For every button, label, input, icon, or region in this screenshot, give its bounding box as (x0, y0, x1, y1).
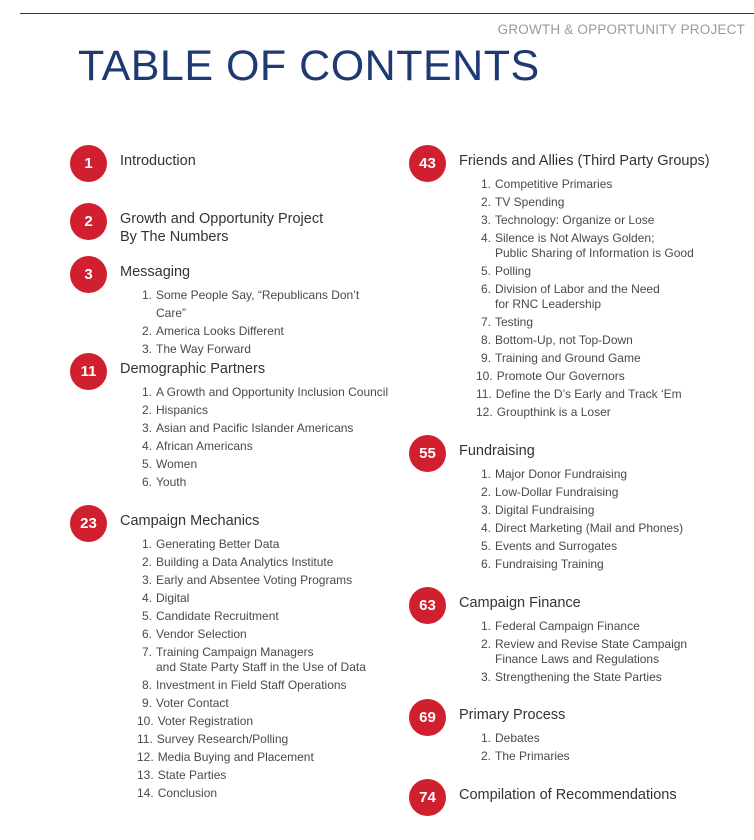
subsection-item (476, 617, 687, 635)
subsection-label: Training Campaign Managers and State Party Staff in the Use of Data (156, 645, 366, 674)
subsection-number: 7. (480, 315, 491, 329)
subsection-item (476, 555, 683, 573)
subsection-item (476, 519, 683, 537)
subsection-number: 1. (480, 467, 491, 481)
subsection-label: Debates (495, 731, 540, 745)
subsection-item (137, 676, 366, 694)
document-header-label: GROWTH & OPPORTUNITY PROJECT (497, 22, 745, 37)
subsection-number: 3. (480, 213, 491, 227)
subsection-label: Strengthening the State Parties (495, 670, 662, 684)
subsection-number: 12. (476, 405, 493, 419)
subsection-item (137, 571, 366, 589)
subsection-label: A Growth and Opportunity Inclusion Council (156, 385, 389, 399)
page-number-badge: 74 (409, 779, 446, 816)
section-title: Primary Process (459, 707, 566, 723)
subsection-item (476, 349, 694, 367)
subsection-number: 3. (480, 670, 491, 684)
subsection-label: The Way Forward (156, 342, 251, 356)
subsection-label: Events and Surrogates (495, 539, 618, 553)
section-title: Compilation of Recommendations (459, 787, 677, 803)
subsection-number: 1. (480, 619, 491, 633)
page-number-badge: 63 (409, 587, 446, 624)
subsection-item (137, 589, 366, 607)
subsection-item (476, 729, 570, 747)
subsection-label: Low-Dollar Fundraising (495, 485, 619, 499)
subsection-label: Promote Our Governors (496, 369, 625, 383)
subsection-label: Conclusion (157, 786, 218, 800)
subsection-list (476, 465, 683, 573)
page-number-badge: 3 (70, 256, 107, 293)
subsection-label: Fundraising Training (495, 557, 604, 571)
subsection-list (137, 535, 366, 802)
section-title: Campaign Finance (459, 595, 581, 611)
subsection-number: 2. (141, 324, 152, 338)
subsection-label: Direct Marketing (Mail and Phones) (495, 521, 684, 535)
subsection-label: Hispanics (156, 403, 209, 417)
subsection-label: Major Donor Fundraising (495, 467, 628, 481)
subsection-label: America Looks Different (156, 324, 284, 338)
subsection-label: Polling (495, 264, 532, 278)
subsection-item (476, 313, 694, 331)
page-number-badge: 69 (409, 699, 446, 736)
subsection-label: Division of Labor and the Need for RNC Leadership (495, 282, 660, 311)
subsection-item (137, 625, 366, 643)
subsection-item (476, 229, 694, 262)
subsection-number: 12. (137, 750, 154, 764)
page-number-badge: 55 (409, 435, 446, 472)
subsection-label: Investment in Field Staff Operations (156, 678, 347, 692)
subsection-item (137, 730, 366, 748)
subsection-number: 5. (480, 264, 491, 278)
subsection-item (476, 403, 694, 421)
subsection-label: Silence is Not Always Golden; Public Sharing of Information is Good (495, 231, 694, 260)
subsection-number: 1. (480, 731, 491, 745)
subsection-label: Early and Absentee Voting Programs (156, 573, 353, 587)
subsection-item (137, 322, 390, 340)
subsection-number: 2. (480, 485, 491, 499)
subsection-item (137, 401, 388, 419)
subsection-number: 14. (137, 786, 154, 800)
subsection-item (476, 635, 687, 668)
subsection-number: 6. (480, 282, 491, 296)
subsection-number: 13. (137, 768, 154, 782)
subsection-number: 3. (141, 342, 152, 356)
subsection-label: Voter Registration (157, 714, 254, 728)
subsection-label: Testing (495, 315, 534, 329)
subsection-label: Review and Revise State Campaign Finance Laws and Regulations (495, 637, 688, 666)
subsection-number: 5. (141, 609, 152, 623)
subsection-number: 2. (480, 637, 491, 651)
subsection-number: 1. (141, 537, 152, 551)
subsection-item (476, 501, 683, 519)
subsection-number: 10. (476, 369, 493, 383)
subsection-number: 8. (480, 333, 491, 347)
subsection-label: Youth (156, 475, 187, 489)
section-title: Introduction (120, 153, 196, 169)
subsection-item (476, 747, 570, 765)
subsection-label: TV Spending (495, 195, 565, 209)
subsection-item (137, 419, 388, 437)
subsection-number: 2. (480, 195, 491, 209)
subsection-item (476, 367, 694, 385)
subsection-number: 6. (480, 557, 491, 571)
subsection-label: Define the D’s Early and Track ‘Em (495, 387, 682, 401)
subsection-label: African Americans (156, 439, 253, 453)
subsection-list (476, 175, 694, 421)
subsection-label: Bottom-Up, not Top-Down (495, 333, 633, 347)
subsection-item (137, 712, 366, 730)
subsection-item (137, 748, 366, 766)
subsection-label: Survey Research/Polling (156, 732, 289, 746)
subsection-number: 9. (480, 351, 491, 365)
subsection-item (137, 535, 366, 553)
subsection-number: 9. (141, 696, 152, 710)
subsection-number: 2. (141, 403, 152, 417)
section-title: Messaging (120, 264, 191, 280)
subsection-label: Some People Say, “Republicans Don’t Care” (156, 288, 360, 320)
subsection-number: 4. (480, 231, 491, 245)
page-number-badge: 11 (70, 353, 107, 390)
section-title: Campaign Mechanics (120, 513, 260, 529)
subsection-label: Competitive Primaries (495, 177, 613, 191)
subsection-item (137, 473, 388, 491)
subsection-number: 1. (480, 177, 491, 191)
section-title: Growth and Opportunity Project By The Numbers (120, 211, 324, 245)
page-number-badge: 1 (70, 145, 107, 182)
subsection-item (476, 280, 694, 313)
page-title: TABLE OF CONTENTS (78, 42, 540, 90)
subsection-number: 5. (141, 457, 152, 471)
subsection-number: 8. (141, 678, 152, 692)
subsection-item (137, 553, 366, 571)
subsection-list (476, 617, 687, 686)
subsection-label: Media Buying and Placement (157, 750, 314, 764)
subsection-number: 7. (141, 645, 152, 659)
subsection-number: 5. (480, 539, 491, 553)
subsection-list (137, 286, 390, 358)
subsection-list (137, 383, 388, 491)
subsection-number: 2. (480, 749, 491, 763)
subsection-number: 6. (141, 475, 152, 489)
subsection-item (476, 193, 694, 211)
subsection-item (476, 385, 694, 403)
subsection-label: Federal Campaign Finance (495, 619, 640, 633)
subsection-number: 1. (141, 385, 152, 399)
subsection-item (137, 643, 366, 676)
subsection-item (137, 455, 388, 473)
subsection-item (476, 211, 694, 229)
subsection-item (137, 784, 366, 802)
subsection-number: 4. (141, 591, 152, 605)
subsection-number: 11. (476, 387, 492, 401)
subsection-label: The Primaries (495, 749, 570, 763)
subsection-label: Training and Ground Game (495, 351, 641, 365)
subsection-list (476, 729, 570, 765)
page-number-badge: 23 (70, 505, 107, 542)
subsection-label: Candidate Recruitment (156, 609, 279, 623)
subsection-item (476, 465, 683, 483)
subsection-number: 1. (141, 288, 152, 302)
section-title: Fundraising (459, 443, 535, 459)
subsection-item (137, 766, 366, 784)
section-title: Friends and Allies (Third Party Groups) (459, 153, 710, 169)
subsection-number: 6. (141, 627, 152, 641)
subsection-number: 3. (141, 573, 152, 587)
subsection-item (476, 175, 694, 193)
subsection-item (137, 694, 366, 712)
subsection-number: 11. (137, 732, 153, 746)
subsection-label: Generating Better Data (156, 537, 280, 551)
subsection-item (137, 437, 388, 455)
page-number-badge: 2 (70, 203, 107, 240)
subsection-label: Digital (156, 591, 190, 605)
subsection-number: 2. (141, 555, 152, 569)
subsection-number: 4. (141, 439, 152, 453)
subsection-item (476, 537, 683, 555)
subsection-item (137, 383, 388, 401)
subsection-item (476, 331, 694, 349)
subsection-label: Voter Contact (156, 696, 229, 710)
subsection-item (476, 668, 687, 686)
subsection-item (137, 286, 390, 322)
subsection-item (137, 607, 366, 625)
subsection-item (476, 262, 694, 280)
subsection-number: 3. (480, 503, 491, 517)
subsection-label: Women (156, 457, 198, 471)
page-number-badge: 43 (409, 145, 446, 182)
section-title: Demographic Partners (120, 361, 266, 377)
subsection-label: Groupthink is a Loser (496, 405, 611, 419)
subsection-label: Asian and Pacific Islander Americans (156, 421, 354, 435)
header-rule (20, 13, 754, 14)
subsection-number: 3. (141, 421, 152, 435)
subsection-item (476, 483, 683, 501)
subsection-item (137, 340, 390, 358)
subsection-number: 10. (137, 714, 154, 728)
subsection-label: State Parties (157, 768, 227, 782)
subsection-label: Vendor Selection (156, 627, 247, 641)
subsection-number: 4. (480, 521, 491, 535)
subsection-label: Digital Fundraising (495, 503, 595, 517)
subsection-label: Building a Data Analytics Institute (156, 555, 334, 569)
subsection-label: Technology: Organize or Lose (495, 213, 655, 227)
